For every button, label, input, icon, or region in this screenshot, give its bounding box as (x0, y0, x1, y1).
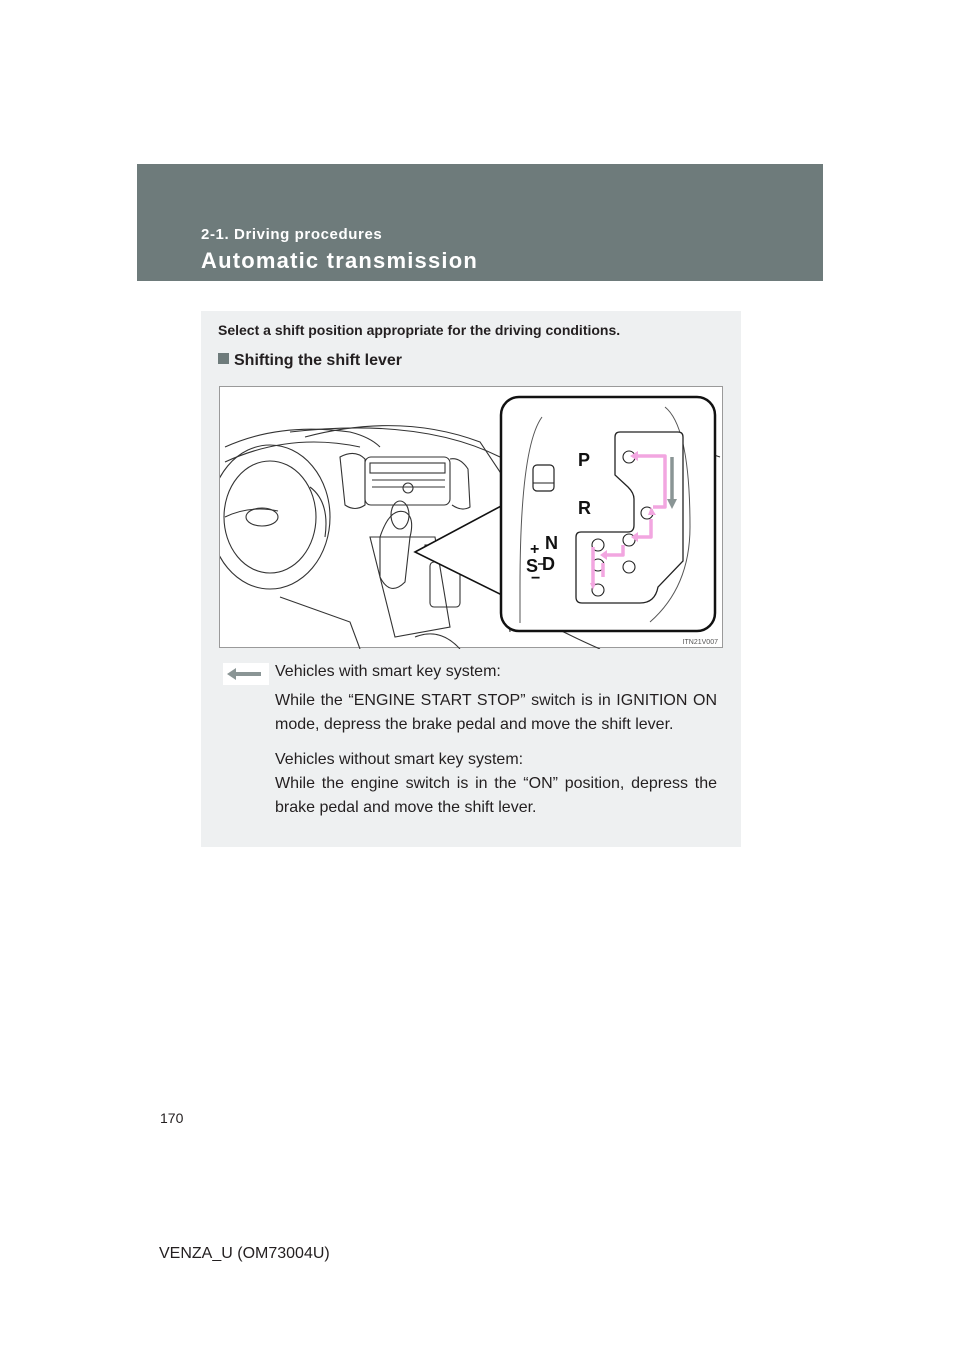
instructions (275, 660, 717, 820)
gate-label-p: P (578, 450, 591, 470)
dashboard-and-gate-drawing (220, 387, 724, 649)
gate-label-s: S (526, 556, 539, 576)
intro-text: Select a shift position appropriate for the driving conditions. (218, 322, 621, 338)
square-bullet-icon (218, 353, 229, 364)
gate-label-r: R (578, 498, 591, 518)
gate-label-minus: − (531, 570, 541, 587)
content-panel (201, 311, 741, 847)
page-title: Automatic transmission (201, 248, 479, 273)
paragraph-smart-key-body: While the “ENGINE START STOP” switch is in IGNITION ON mode, depress the brake pedal and move the shift lever. (275, 692, 717, 733)
shift-lever-illustration (219, 386, 723, 648)
paragraph-smart-key-heading: Vehicles with smart key system: (275, 663, 501, 680)
figure-code: ITN21V007 (682, 639, 718, 646)
subheading-text: Shifting the shift lever (234, 352, 403, 369)
paragraph-no-smart-key-heading: Vehicles without smart key system: (275, 751, 524, 768)
page-header (137, 164, 823, 281)
left-arrow-icon (223, 663, 269, 685)
page-number: 170 (160, 1110, 184, 1126)
paragraph-no-smart-key-body: While the engine switch is in the “ON” position, depress the brake pedal and move the shift lever. (275, 775, 717, 816)
section-label: 2-1. Driving procedures (201, 226, 383, 243)
footer-code: VENZA_U (OM73004U) (159, 1245, 330, 1262)
gate-label-plus: + (530, 541, 540, 558)
gate-label-n: N (545, 533, 558, 553)
gate-label-d: D (542, 554, 555, 574)
subheading (218, 352, 402, 370)
